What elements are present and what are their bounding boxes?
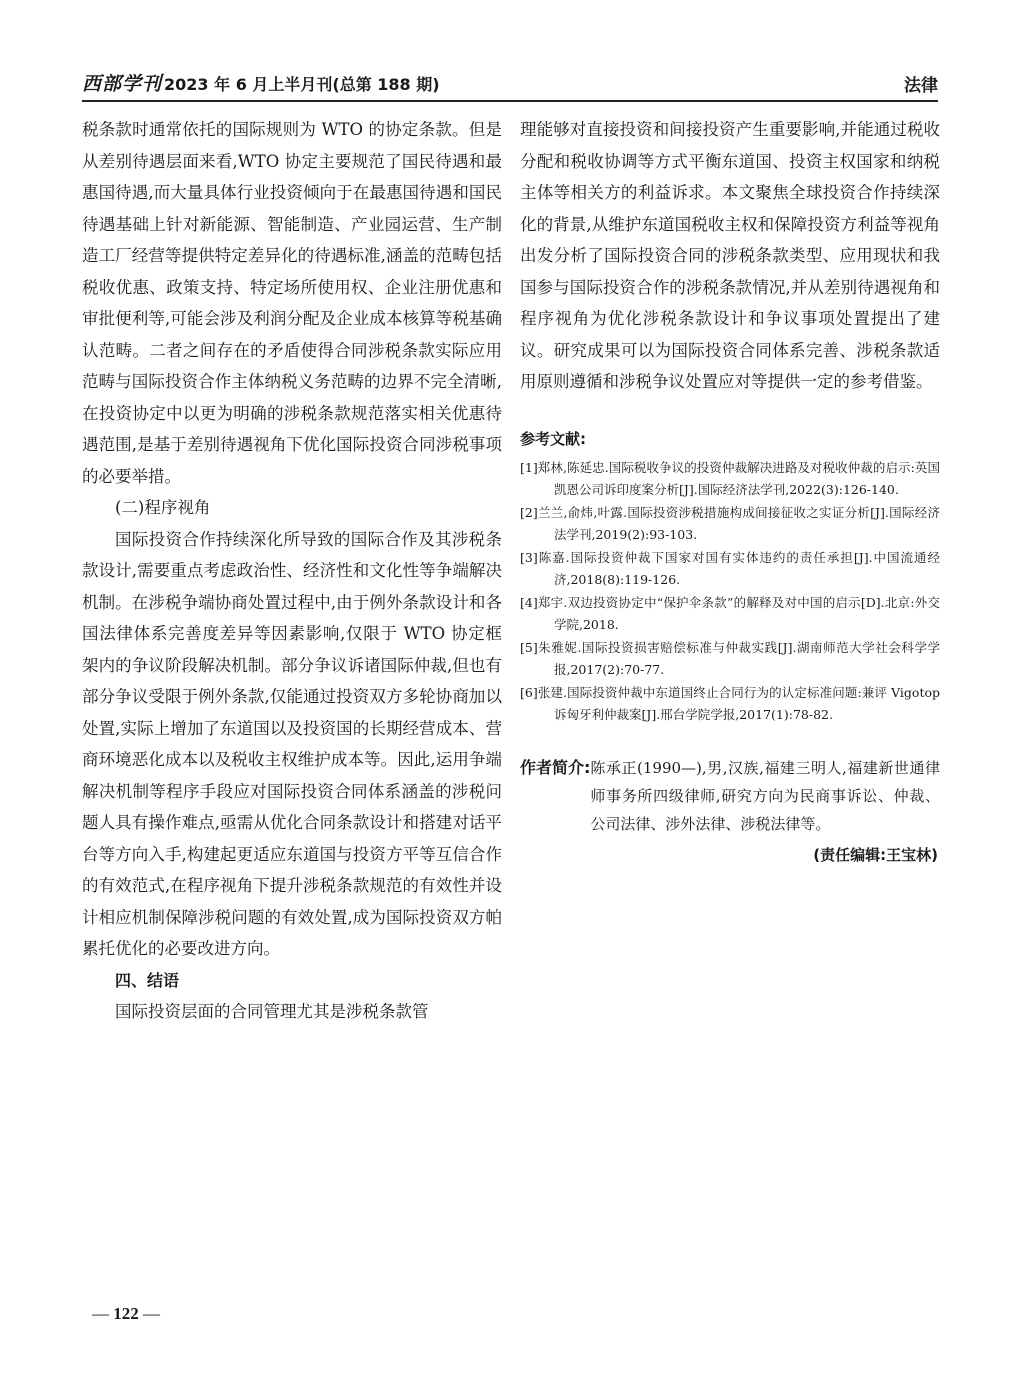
section-name: 法律 <box>904 76 938 96</box>
responsible-editor: (责任编辑:王宝林) <box>813 845 938 864</box>
paragraph: 理能够对直接投资和间接投资产生重要影响,并能通过税收分配和税收协调等方式平衡东道国、投资主权国家和纳税主体等相关方的利益诉求。本文聚焦全球投资合作持续深化的背景,从维护东道国税收主权和保障投资方利益等视角出发分析了国际投资合同的涉税条款类型、应用现状和我国参与国际投资合作的涉税条款情况,并从差别待遇视角和程序视角为优化涉税条款设计和争议事项处置提出了建议。研究成果可以为国际投资合同体系完善、涉税条款适用原则遵循和涉税争议处置应对等提供一定的参考借鉴。 <box>520 120 940 391</box>
paragraph: 税条款时通常依托的国际规则为 WTO 的协定条款。但是从差别待遇层面来看,WTO 协定主要规范了国民待遇和最惠国待遇,而大量具体行业投资倾向于在最惠国待遇和国民待遇基础上针对新能源、智能制造、产业园运营、生产制造工厂经营等提供特定差异化的待遇标准,涵盖的范畴包括税收优惠、政策支持、特定场所使用权、企业注册优惠和审批便利等,可能会涉及利润分配及企业成本核算等税基确认范畴。二者之间存在的矛盾使得合同涉税条款实际应用范畴与国际投资合作主体纳税义务范畴的边界不完全清晰,在投资协定中以更为明确的涉税条款规范落实相关优惠待遇范围,是基于差别待遇视角下优化国际投资合同涉税事项的必要举措。 <box>82 120 502 486</box>
paragraph: 国际投资层面的合同管理尤其是涉税条款管 <box>115 1002 429 1021</box>
reference-item: [1]郑林,陈延忠.国际税收争议的投资仲裁解决进路及对税收仲裁的启示:英国凯恩公司诉印度案分析[J].国际经济法学刊,2022(3):126-140. <box>520 459 940 497</box>
author-label: 作者简介: <box>520 757 591 777</box>
references-title: 参考文献: <box>520 429 586 448</box>
dash-left: — <box>92 1304 109 1323</box>
left-column <box>82 114 502 1028</box>
journal-logo: 西部学刊 <box>82 73 163 95</box>
header-left <box>82 69 440 96</box>
reference-item: [3]陈嘉.国际投资仲裁下国家对国有实体违约的责任承担[J].中国流通经济,2018(8):119-126. <box>520 549 940 587</box>
page-header <box>82 70 938 102</box>
reference-item: [6]张建.国际投资仲裁中东道国终止合同行为的认定标准问题:兼评 Vigotop 诉匈牙利仲裁案[J].邢台学院学报,2017(1):78-82. <box>520 684 940 722</box>
reference-item: [2]兰兰,俞炜,叶露.国际投资涉税措施构成间接征收之实证分析[J].国际经济法学刊,2019(2):93-103. <box>520 504 940 542</box>
author-bio <box>520 754 940 838</box>
subheading: (二)程序视角 <box>115 498 211 517</box>
reference-item: [4]郑宇.双边投资协定中“保护伞条款”的解释及对中国的启示[D].北京:外交学院,2018. <box>520 594 940 632</box>
page-number-value: 122 <box>113 1304 139 1323</box>
paragraph: 国际投资合作持续深化所导致的国际合作及其涉税条款设计,需要重点考虑政治性、经济性和文化性等争端解决机制。在涉税争端协商处置过程中,由于例外条款设计和各国法律体系完善度差异等因素影响,仅限于 WTO 协定框架内的争议阶段解决机制。部分争议诉诸国际仲裁,但也有部分争议受限于例外条款,仅能通过投资双方多轮协商加以处置,实际上增加了东道国以及投资国的长期经营成本、营商环境恶化成本以及税收主权维护成本等。因此,运用争端解决机制等程序手段应对国际投资合同体系涵盖的涉税问题人具有操作难点,亟需从优化合同条款设计和搭建对话平台等方向入手,构建起更适应东道国与投资方平等互信合作的有效范式,在程序视角下提升涉税条款规范的有效性并设计相应机制保障涉税问题的有效处置,成为国际投资双方帕累托优化的必要改进方向。 <box>82 529 502 958</box>
references-list <box>520 457 940 726</box>
reference-item: [5]朱雅妮.国际投资损害赔偿标准与仲裁实践[J].湖南师范大学社会科学学报,2017(2):70-77. <box>520 639 940 677</box>
page-number <box>92 1304 160 1324</box>
section-heading: 四、结语 <box>115 970 180 990</box>
issue-info: 2023 年 6 月上半月刊(总第 188 期) <box>164 75 440 94</box>
dash-right: — <box>143 1304 160 1323</box>
author-text: 陈承正(1990—),男,汉族,福建三明人,福建新世通律师事务所四级律师,研究方向为民商事诉讼、仲裁、公司法律、涉外法律、涉税法律等。 <box>590 758 940 833</box>
right-column <box>520 114 940 865</box>
